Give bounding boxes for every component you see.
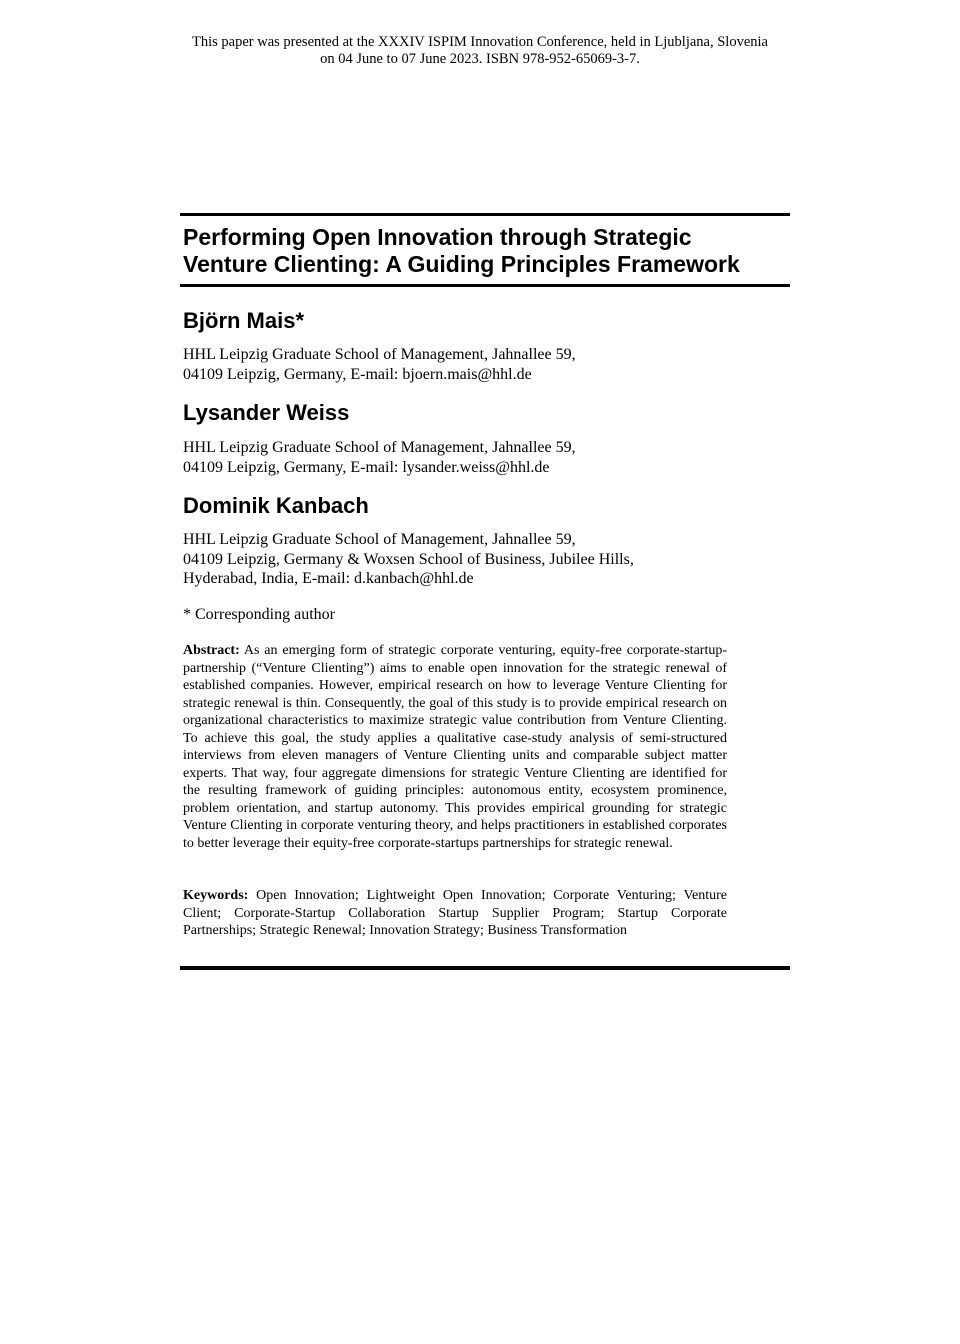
affiliation-line: 04109 Leipzig, Germany, E-mail: lysander.weiss@hhl.de — [183, 458, 550, 476]
paper-title — [183, 224, 783, 278]
affiliation-line: HHL Leipzig Graduate School of Management, Jahnallee 59, — [183, 439, 576, 456]
corresponding-author-note: * Corresponding author — [183, 606, 335, 623]
keywords — [183, 887, 727, 940]
paper-title-line-1: Performing Open Innovation through Strategic — [183, 224, 692, 250]
author-name-weiss: Lysander Weiss — [183, 400, 350, 425]
bottom-rule — [180, 966, 790, 970]
affiliation-line: 04109 Leipzig, Germany, E-mail: bjoern.mais@hhl.de — [183, 365, 532, 383]
affiliation-line: Hyderabad, India, E-mail: d.kanbach@hhl.de — [183, 570, 474, 587]
author-affiliation-weiss — [183, 438, 743, 477]
affiliation-line: HHL Leipzig Graduate School of Management, Jahnallee 59, — [183, 531, 576, 548]
keywords-label: Keywords: — [183, 888, 249, 903]
author-affiliation-kanbach — [183, 530, 743, 589]
author-name-kanbach: Dominik Kanbach — [183, 493, 369, 518]
author-affiliation-mais — [183, 345, 743, 384]
author-name-mais: Björn Mais* — [183, 308, 305, 333]
conference-note-line-1: This paper was presented at the XXXIV ISPIM Innovation Conference, held in Ljubljana, Slovenia — [192, 34, 768, 50]
abstract-label: Abstract: — [183, 643, 240, 658]
abstract-text: As an emerging form of strategic corporate venturing, equity-free corporate-startup-partnership (“Venture Clienting”) aims to enable open innovation for the strategic renewal of established companies. However, empirical research on how to leverage Venture Clienting for strategic renewal is thin. Consequently, the goal of this study is to provide empirical research on organizational characteristics to maximize strategic value contribution from Venture Clienting. To achieve this goal, the study applies a qualitative case-study analysis of semi-structured interviews from eleven managers of Venture Clienting units and comparable subject matter experts. That way, four aggregate dimensions for strategic Venture Clienting are identified for the resulting framework of guiding principles: autonomous entity, ecosystem prominence, problem orientation, and startup autonomy. This provides empirical grounding for strategic Venture Clienting in corporate venturing theory, and helps practitioners in established corporates to better leverage their equity-free corporate-startups partnerships for strategic renewal. — [183, 643, 727, 851]
conference-note — [0, 34, 960, 68]
keywords-text: Open Innovation; Lightweight Open Innovation; Corporate Venturing; Venture Client; Corporate-Startup Collaboration Startup Supplier Program; Startup Corporate Partnerships; Strategic Renewal; Innovation Strategy; Business Transformation — [183, 888, 727, 938]
abstract — [183, 642, 727, 852]
title-bottom-rule — [180, 284, 790, 287]
paper-title-line-2: Venture Clienting: A Guiding Principles Framework — [183, 251, 740, 277]
affiliation-line: HHL Leipzig Graduate School of Management, Jahnallee 59, — [183, 346, 576, 363]
affiliation-line: 04109 Leipzig, Germany & Woxsen School of Business, Jubilee Hills, — [183, 550, 634, 568]
conference-note-line-2: on 04 June to 07 June 2023. ISBN 978-952-65069-3-7. — [320, 51, 640, 67]
title-top-rule — [180, 213, 790, 216]
